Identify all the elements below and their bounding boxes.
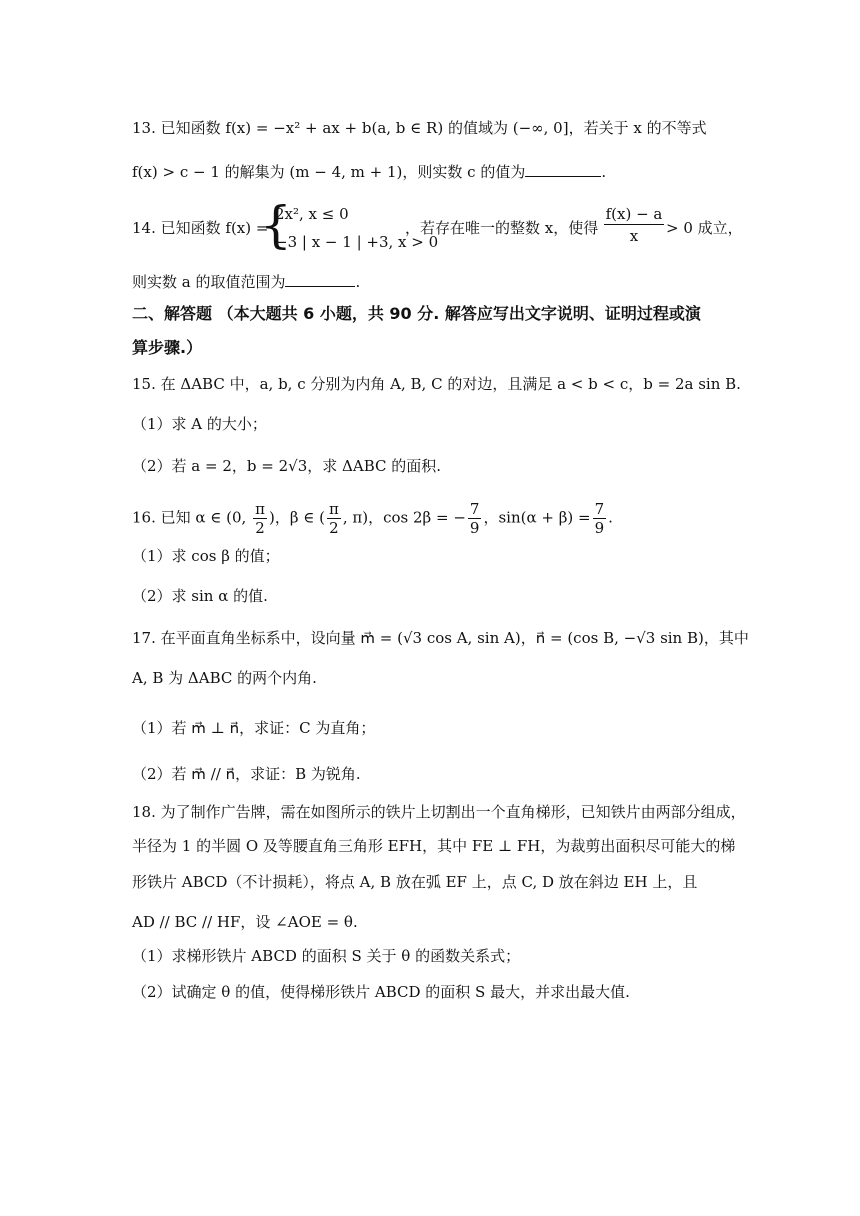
q18-line1: 18. 为了制作广告牌，需在如图所示的铁片上切割出一个直角梯形，已知铁片由两部分组成， <box>132 803 746 821</box>
q16-text-e: . <box>608 508 613 527</box>
frac-den: 2 <box>329 519 339 537</box>
q18-part1: （1）求梯形铁片 ABCD 的面积 S 关于 θ 的函数关系式； <box>132 947 521 965</box>
q14-line2 <box>132 272 360 292</box>
q14-frac-den: x <box>629 227 639 245</box>
frac-num: π <box>255 500 265 518</box>
pi-over-2-fraction <box>253 500 267 537</box>
q15-part2: （2）若 a = 2，b = 2√3，求 ΔABC 的面积. <box>132 457 442 475</box>
q13-line2-end: . <box>601 163 607 181</box>
q14-case1: 2x², x ≤ 0 <box>275 205 349 223</box>
q16-stem <box>132 500 613 537</box>
frac-den: 2 <box>255 519 265 537</box>
seven-ninths-fraction <box>593 500 607 537</box>
q18-part2: （2）试确定 θ 的值，使得梯形铁片 ABCD 的面积 S 最大，并求出最大值. <box>132 983 630 1001</box>
q15-part1: （1）求 A 的大小； <box>132 415 267 433</box>
q15-stem: 15. 在 ΔABC 中，a, b, c 分别为内角 A, B, C 的对边，且满足 a < b < c，b = 2a sin B. <box>132 375 741 393</box>
q14-line2-end: . <box>355 273 361 291</box>
q13-line2 <box>132 162 606 182</box>
q17-line2: A, B 为 ΔABC 的两个内角. <box>132 669 317 687</box>
q13-line1: 13. 已知函数 f(x) = −x² + ax + b(a, b ∈ R) 的值域为 (−∞, 0]，若关于 x 的不等式 <box>132 119 707 137</box>
q14-suffix: > 0 成立， <box>666 219 743 237</box>
q17-part2: （2）若 m⃗ // n⃗，求证：B 为锐角. <box>132 765 361 783</box>
frac-num: π <box>329 500 339 518</box>
q16-text-b: )，β ∈ ( <box>268 508 325 527</box>
q17-line1: 17. 在平面直角坐标系中，设向量 m⃗ = (√3 cos A, sin A)，n⃗ = (cos B, −√3 sin B)，其中 <box>132 629 749 647</box>
q16-part1: （1）求 cos β 的值； <box>132 547 280 565</box>
q14-line2-text: 则实数 a 的取值范围为 <box>132 273 286 291</box>
seven-ninths-fraction <box>468 500 482 537</box>
answer-blank <box>525 162 601 177</box>
q17-part1: （1）若 m⃗ ⊥ n⃗，求证：C 为直角； <box>132 719 376 737</box>
pi-over-2-fraction <box>327 500 341 537</box>
section-heading-cont: 算步骤.） <box>132 338 203 357</box>
left-brace: { <box>260 196 292 254</box>
q13-line2-text: f(x) > c − 1 的解集为 (m − 4, m + 1)，则实数 c 的值为 <box>132 163 526 181</box>
q14-middle: ，若存在唯一的整数 x，使得 <box>405 219 599 237</box>
q14-prefix: 14. 已知函数 f(x) = <box>132 219 269 237</box>
q14-frac-num: f(x) − a <box>605 205 663 223</box>
frac-num: 7 <box>594 500 605 518</box>
frac-den: 9 <box>469 519 480 537</box>
q14-frac <box>604 204 664 247</box>
q16-text-d: ，sin(α + β) = <box>483 508 591 527</box>
q18-line4: AD // BC // HF，设 ∠AOE = θ. <box>132 913 358 931</box>
frac-num: 7 <box>469 500 480 518</box>
frac-den: 9 <box>594 519 605 537</box>
q14-case2: −3 | x − 1 | +3, x > 0 <box>275 233 439 251</box>
q18-line3: 形铁片 ABCD（不计损耗），将点 A, B 放在弧 EF 上，点 C, D 放在斜边 EH 上，且 <box>132 873 698 891</box>
q16-text-a: 16. 已知 α ∈ (0, <box>132 508 247 527</box>
q18-line2: 半径为 1 的半圆 O 及等腰直角三角形 EFH，其中 FE ⊥ FH，为裁剪出面积尽可能大的梯 <box>132 837 736 855</box>
q16-text-c: , π)，cos 2β = − <box>342 508 466 527</box>
section-heading: 二、解答题 （本大题共 6 小题，共 90 分. 解答应写出文字说明、证明过程或演 <box>132 304 701 323</box>
q16-part2: （2）求 sin α 的值. <box>132 587 268 605</box>
answer-blank <box>285 272 355 287</box>
